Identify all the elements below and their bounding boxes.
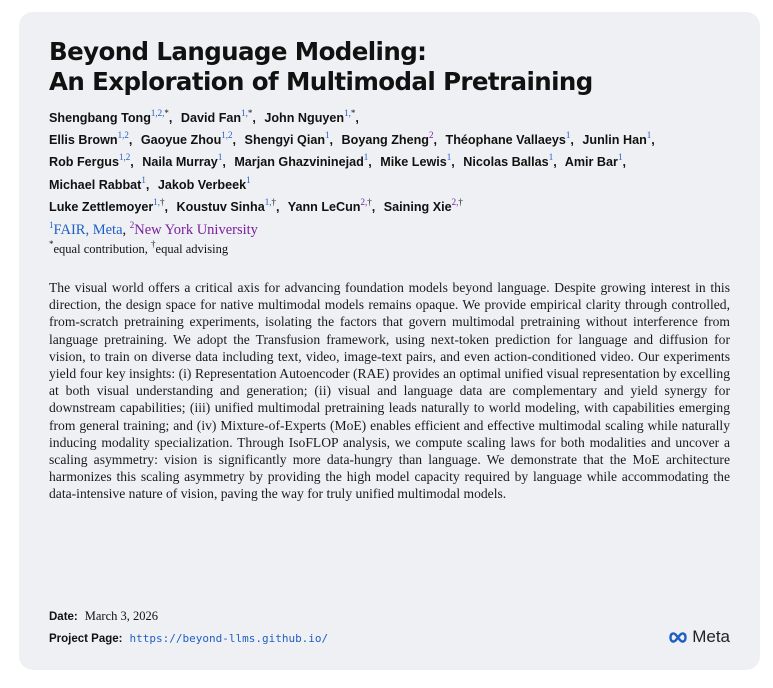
- author-list: [49, 107, 730, 218]
- date-row: [49, 606, 328, 628]
- paper-metadata: [49, 606, 328, 650]
- author: Nicolas Ballas$^1$: [463, 152, 554, 170]
- affiliations: $^1$FAIR, Meta, $^2$New York University: [49, 220, 258, 239]
- contribution-note: *equal contribution, †equal advising: [49, 239, 229, 257]
- author: Rob Fergus$^{1,2}$: [49, 152, 131, 170]
- author: Saining Xie$^{2,\dagger}$: [383, 196, 463, 214]
- author: Boyang Zheng$^2$: [341, 130, 434, 148]
- author: Luke Zettlemoyer$^{1,\dagger}$: [49, 196, 165, 214]
- title-line-2: An Exploration of Multimodal Pretraining: [49, 67, 593, 96]
- author: Mike Lewis$^1$: [380, 152, 452, 170]
- author: John Nguyen$^{1,*}$: [264, 108, 356, 125]
- author: Naila Murray$^1$: [142, 152, 223, 170]
- affiliation-nyu: $^2$New York University: [129, 220, 258, 239]
- author: David Fan$^{1,*}$: [180, 108, 253, 125]
- author: Théophane Vallaeys$^1$: [445, 130, 571, 148]
- paper-card: [19, 12, 760, 670]
- author: Amir Bar$^1$: [564, 152, 623, 170]
- date-value: March 3, 2026: [84, 609, 159, 623]
- author-group: Ellis Brown$^{1,2}$, Gaoyue Zhou$^{1,2}$, Shengyi Qian$^1$, Boyang Zheng$^2$, Théophane Vallaeys$^1$, Junlin Han$^1$, Rob Fergus$^{1,2}$, Naila Murray$^1$, Marjan Ghazvininejad$^1$, Mike Lewis$^1$, Nicolas Ballas$^1$, Amir Bar$^1$, Michael Rabbat$^1$, Jakob Verbeek$^1$: [49, 130, 655, 192]
- author: Koustuv Sinha$^{1,\dagger}$: [176, 196, 276, 214]
- affiliation-fair: $^1$FAIR, Meta: [49, 220, 123, 239]
- project-page-link[interactable]: https://beyond-llms.github.io/: [129, 632, 329, 645]
- meta-logo-text: Meta: [692, 627, 730, 646]
- author: Ellis Brown$^{1,2}$: [49, 130, 129, 148]
- project-label: Project Page:: [49, 633, 123, 645]
- author: Shengbang Tong$^{1,2,*}$: [49, 108, 169, 125]
- author: Yann LeCun$^{2,\dagger}$: [287, 196, 372, 214]
- meta-logo: [667, 627, 730, 647]
- author: Shengyi Qian$^1$: [244, 130, 330, 148]
- author: Michael Rabbat$^1$: [49, 174, 146, 192]
- paper-title: [49, 37, 730, 97]
- author-group: Shengbang Tong$^{1,2,*}$, David Fan$^{1,*}$, John Nguyen$^{1,*}$,: [49, 108, 359, 125]
- date-label: Date:: [49, 611, 78, 623]
- author: Marjan Ghazvininejad$^1$: [234, 152, 369, 170]
- author: Gaoyue Zhou$^{1,2}$: [140, 130, 233, 148]
- author-group: Luke Zettlemoyer$^{1,\dagger}$, Koustuv Sinha$^{1,\dagger}$, Yann LeCun$^{2,\dagger}$, Saining Xie$^{2,\dagger}$: [49, 196, 463, 214]
- author: Jakob Verbeek$^1$: [157, 174, 251, 192]
- meta-infinity-icon: [667, 631, 689, 644]
- project-row: [49, 628, 328, 650]
- abstract: The visual world offers a critical axis for advancing foundation models beyond language. Despite growing interest in this direction, the design space for native multimodal models remains opaque. We provide empirical clarity through controlled, from-scratch pretraining experiments, isolating the factors that govern multimodal pretraining without interference from language pretraining. We adopt the Transfusion framework, using next-token prediction for language and diffusion for vision, to train on diverse data including text, video, image-text pairs, and even action-conditioned video. Our experiments yield four key insights: (i) Representation Autoencoder (RAE) provides an optimal unified visual representation by excelling at both visual understanding and generation; (ii) visual and language data are complementary and yield synergy for downstream capabilities; (iii) unified multimodal pretraining leads naturally to world modeling, with capabilities emerging from general training; and (iv) Mixture-of-Experts (MoE) enables efficient and effective multimodal scaling while naturally inducing modality specialization. Through IsoFLOP analysis, we compute scaling laws for both modalities and uncover a scaling asymmetry: vision is significantly more data-hungry than language. We demonstrate that the MoE architecture harmonizes this scaling asymmetry by providing the high model capacity required by language while accommodating the data-intensive nature of vision, paving the way for truly unified multimodal models.: [49, 280, 730, 502]
- author: Junlin Han$^1$: [582, 130, 652, 148]
- title-line-1: Beyond Language Modeling:: [49, 37, 427, 66]
